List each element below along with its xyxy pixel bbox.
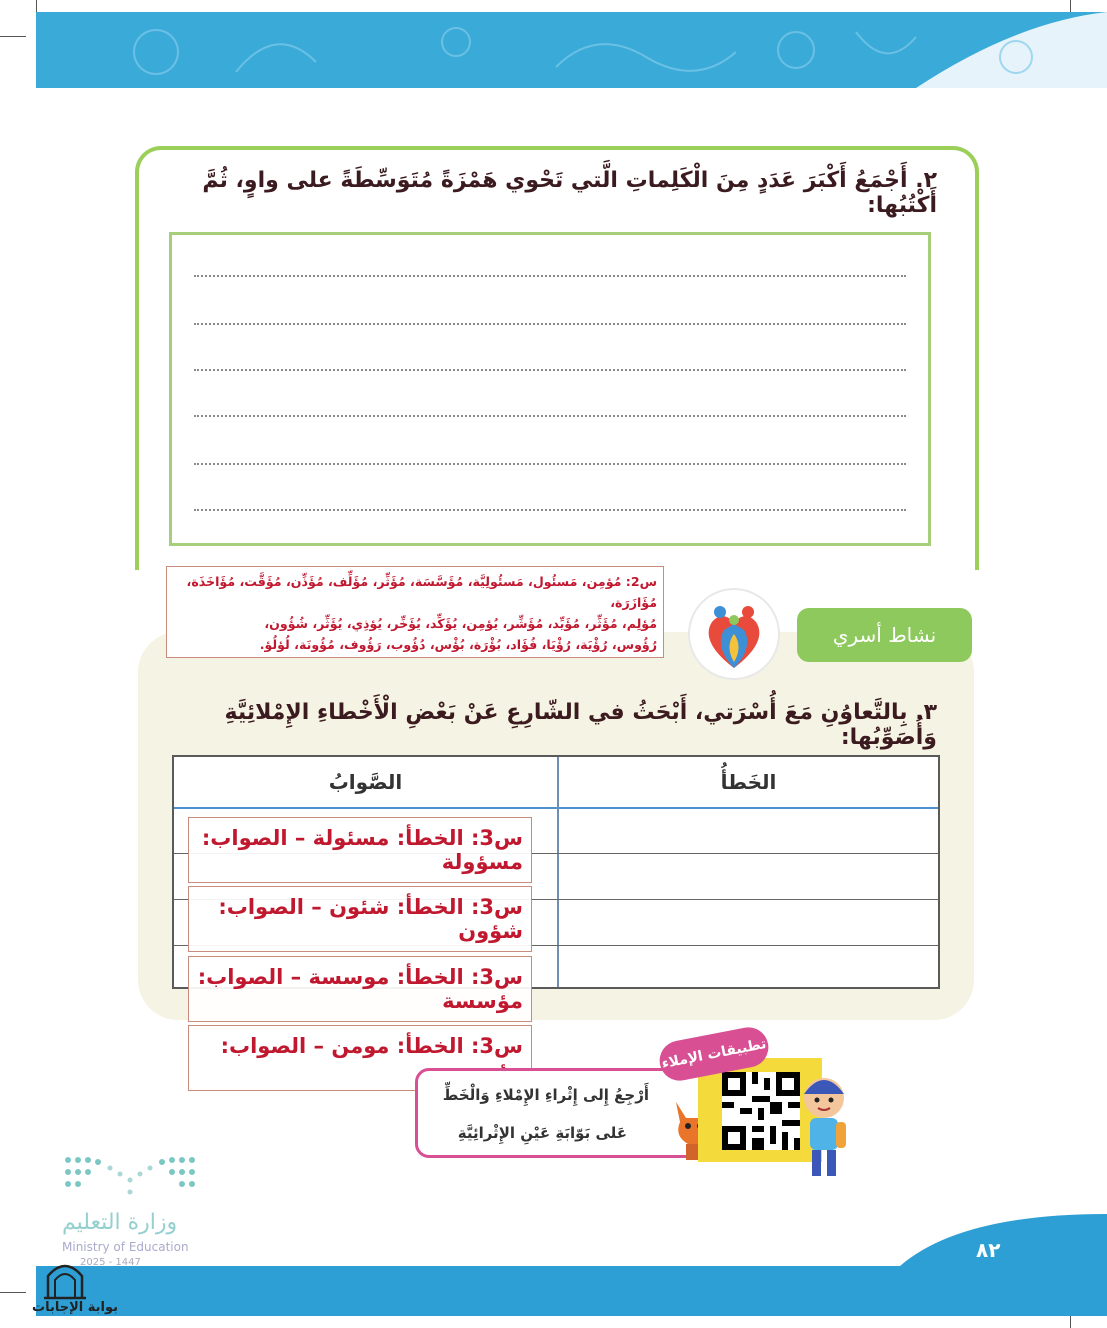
header-right: الصَّوابُ xyxy=(328,770,403,794)
answer-q3-row: س3: الخطأ: مسئولة – الصواب: مسؤولة xyxy=(188,817,532,883)
crop-mark xyxy=(0,1292,26,1293)
ministry-name-ar: وزارة التعليم xyxy=(62,1210,178,1235)
crop-mark xyxy=(0,36,26,37)
header-band xyxy=(36,12,1107,88)
question-3-title: ٣. بِالتَّعاوُنِ مَعَ أُسْرَتي، أَبْحَثُ في الشّارِعِ عَنْ بَعْضِ الْأَخْطاءِ الإِمْلائِيَّةِ وَأُصَوِّبُها: xyxy=(224,700,937,750)
writing-line xyxy=(194,463,906,465)
boy-mascot-icon xyxy=(798,1072,850,1182)
column-divider xyxy=(557,757,559,987)
writing-line xyxy=(194,323,906,325)
writing-line xyxy=(194,369,906,371)
qr-code-icon[interactable] xyxy=(722,1072,800,1150)
portal-logo-icon[interactable] xyxy=(44,1256,86,1304)
answer-q2-line: مُؤلِم، مُؤَثِّر، مُؤَيِّد، مُؤَشِّر، يُؤمِن، يُؤَكِّد، يُؤَخِّر، يُؤذِي، يُؤَثِّر، شُؤُون، xyxy=(264,616,657,631)
family-activity-label: نشاط أسري xyxy=(797,608,972,662)
header-wrong: الخَطأُ xyxy=(720,770,777,794)
family-icon xyxy=(688,588,780,680)
answer-q2-box xyxy=(166,566,664,658)
question-2-title: ٢. أَجْمَعُ أَكْبَرَ عَدَدٍ مِنَ الْكَلِماتِ الَّتي تَحْوي هَمْزَةً مُتَوَسِّطَةً على واوٍ، ثُمَّ أَكْتُبُها: xyxy=(202,168,937,218)
writing-line xyxy=(194,275,906,277)
ministry-name-en: Ministry of Education xyxy=(62,1240,189,1254)
promo-line-2: عَلى بَوّابَةِ عَيْنِ الإِثْرائِيَّةِ xyxy=(457,1124,627,1142)
ministry-logo-icon xyxy=(62,1154,198,1202)
spelling-apps-badge[interactable]: تطبيقات الإملاء xyxy=(656,1024,772,1084)
writing-line xyxy=(194,509,906,511)
promo-line-1: أَرْجِعُ إِلى إِثْراءِ الإِمْلاءِ وَالْخَطِّ xyxy=(442,1086,649,1104)
answer-lines-box[interactable] xyxy=(169,232,931,546)
page-number: ٨٢ xyxy=(976,1238,1001,1262)
footer-wave xyxy=(900,1214,1107,1266)
answer-q2-line: س2: مُؤمِن، مَسئُول، مَسئُولِيَّة، مُؤَسَّسَة، مُؤَثِّر، مُؤَلِّف، مُؤَذِّن، مُؤَقَّت، مُؤَاخَذَة، مُؤَازَرَة، xyxy=(186,574,657,610)
answer-q3-row: س3: الخطأ: مومن – الصواب: xyxy=(188,1025,532,1091)
answer-q3-row: س3: الخطأ: شئون – الصواب: شؤون xyxy=(188,886,532,952)
answer-q3-row: س3: الخطأ: موسسة – الصواب: مؤسسة xyxy=(188,956,532,1022)
portal-label[interactable]: بوابة الإجابات xyxy=(32,1300,118,1315)
answer-q2-line: رُؤُوس، رُؤْيَة، رُؤْيَا، فُؤَاد، بُؤْرَة، بُؤْس، دُؤُوب، رَؤُوف، مُؤُونَة، لُؤلُؤ. xyxy=(259,637,657,652)
table-header xyxy=(174,757,938,809)
writing-line xyxy=(194,415,906,417)
footer-band xyxy=(36,1266,1107,1316)
edition-years: 2025 - 1447 xyxy=(80,1257,141,1268)
